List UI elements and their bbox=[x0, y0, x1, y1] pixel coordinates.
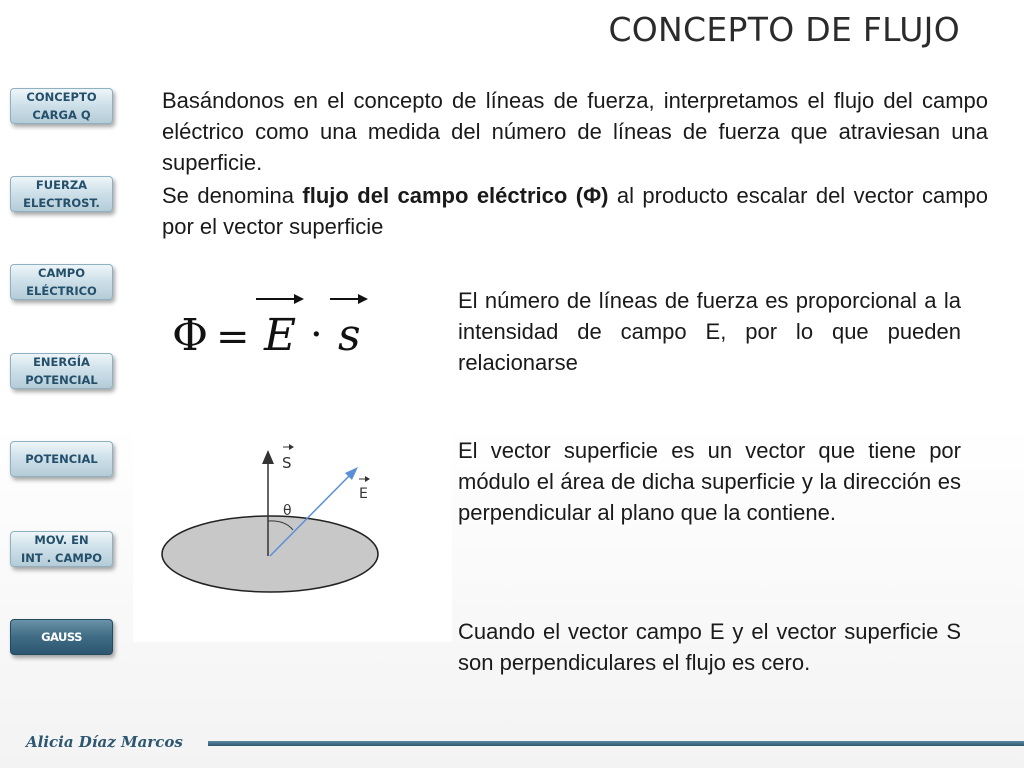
flux-diagram bbox=[133, 424, 452, 642]
formula-phi: Φ bbox=[172, 310, 209, 361]
nav-button-gauss[interactable]: GAUSS bbox=[10, 619, 113, 655]
definition-start: Se denomina bbox=[162, 183, 303, 208]
author-name: Alicia Díaz Marcos bbox=[26, 733, 183, 751]
s-vector-arrowhead bbox=[358, 294, 368, 304]
e-vector-arrowhead bbox=[294, 294, 304, 304]
e-vector-label: E bbox=[359, 486, 368, 502]
page-title: CONCEPTO DE FLUJO bbox=[608, 10, 960, 49]
nav-button-potencial[interactable]: POTENCIAL bbox=[10, 441, 113, 477]
e-label-arrowhead bbox=[365, 476, 370, 482]
s-vector-head bbox=[262, 450, 274, 464]
nav-button-concepto-carga[interactable]: CONCEPTO CARGA Q bbox=[10, 88, 113, 124]
lines-proportional-paragraph: El número de líneas de fuerza es proporcional a la intensidad de campo E, por lo que pueden relacionarse bbox=[458, 288, 961, 375]
nav-button-fuerza-electrost[interactable]: FUERZA ELECTROST. bbox=[10, 176, 113, 212]
theta-label: θ bbox=[283, 503, 292, 519]
intro-paragraph: Basándonos en el concepto de líneas de fuerza, interpretamos el flujo del campo eléctrico como una medida del número de líneas de fuerza que atraviesan una superficie. bbox=[162, 88, 988, 175]
definition-end: al producto escalar del vector campo por el vector superficie bbox=[162, 183, 988, 239]
formula-dot: · bbox=[310, 312, 323, 358]
surface-ellipse bbox=[162, 516, 378, 592]
nav-button-mov-int-campo[interactable]: MOV. EN INT . CAMPO bbox=[10, 531, 113, 567]
perpendicular-paragraph: Cuando el vector campo E y el vector superficie S son perpendiculares el flujo es cero. bbox=[458, 619, 961, 675]
s-vector-label: S bbox=[282, 454, 292, 472]
flux-formula bbox=[172, 292, 372, 362]
nav-button-campo-electrico[interactable]: CAMPO ELÉCTRICO bbox=[10, 264, 113, 300]
formula-E: E bbox=[264, 310, 297, 361]
footer-divider bbox=[208, 741, 1024, 746]
surface-vector-paragraph: El vector superficie es un vector que tiene por módulo el área de dicha superficie y la dirección es perpendicular al plano que la contiene. bbox=[458, 438, 961, 525]
formula-s: s bbox=[338, 310, 361, 361]
s-label-arrowhead bbox=[289, 444, 294, 450]
definition-bold-term: flujo del campo eléctrico (Φ) bbox=[302, 183, 609, 208]
formula-equals: = bbox=[216, 314, 250, 360]
definition-paragraph bbox=[162, 180, 988, 242]
nav-button-energia-potencial[interactable]: ENERGÍA POTENCIAL bbox=[10, 353, 113, 389]
